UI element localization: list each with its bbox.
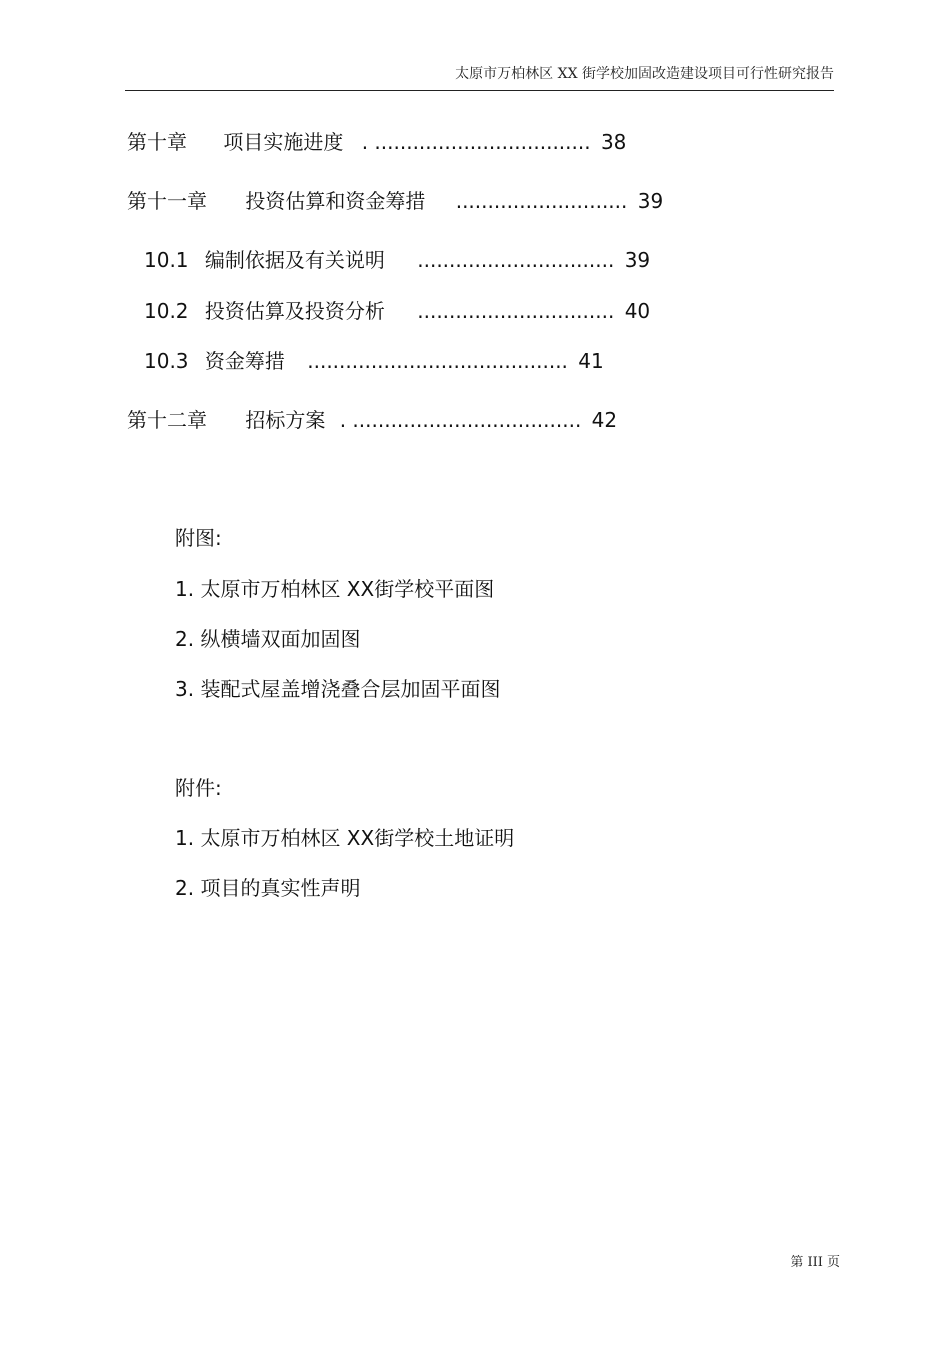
toc-page-number: 41 — [578, 349, 604, 373]
appendix-figure-item: 3. 装配式屋盖增浇叠合层加固平面图 — [175, 677, 501, 701]
toc-leader: ............................... — [417, 299, 615, 323]
toc-page-number: 39 — [624, 248, 651, 272]
toc-page-number: 39 — [637, 189, 664, 213]
toc-leader: ............................... — [417, 248, 615, 272]
toc-page-number: 42 — [591, 408, 618, 432]
running-header: 太原市万柏林区 XX 街学校加固改造建设项目可行性研究报告 — [455, 66, 834, 82]
toc-entry-title: 资金筹措 — [204, 349, 285, 373]
attachment-item: 1. 太原市万柏林区 XX街学校土地证明 — [175, 826, 515, 850]
attachments-heading: 附件: — [175, 776, 222, 800]
toc-page-number: 40 — [624, 299, 651, 323]
toc-entry-title: 投资估算及投资分析 — [204, 299, 385, 323]
toc-entry-title: 编制依据及有关说明 — [204, 248, 385, 272]
toc-chapter-label: 第十章 — [127, 130, 187, 154]
toc-section-number: 10.2 — [144, 299, 189, 323]
page-number-footer: 第 III 页 — [790, 1255, 840, 1270]
toc-entry[interactable] — [144, 247, 650, 273]
toc-entry-title: 招标方案 — [245, 408, 326, 432]
toc-leader: ........................... — [455, 189, 628, 213]
appendix-figure-item: 1. 太原市万柏林区 XX街学校平面图 — [175, 577, 495, 601]
toc-leader: . .................................... — [339, 408, 582, 432]
toc-entry[interactable] — [127, 188, 663, 214]
toc-page-number: 38 — [600, 130, 627, 154]
toc-leader: . .................................. — [361, 130, 591, 154]
toc-chapter-label: 第十一章 — [127, 189, 207, 213]
toc-entry-title: 投资估算和资金筹措 — [245, 189, 426, 213]
toc-leader: ......................................... — [307, 349, 568, 373]
toc-section-number: 10.1 — [144, 248, 189, 272]
toc-entry[interactable] — [144, 348, 604, 374]
appendix-figure-item: 2. 纵横墙双面加固图 — [175, 627, 361, 651]
attachment-item: 2. 项目的真实性声明 — [175, 876, 361, 900]
toc-entry[interactable] — [127, 407, 617, 433]
toc-section-number: 10.3 — [144, 349, 189, 373]
toc-entry[interactable] — [144, 298, 650, 324]
toc-entry-title: 项目实施进度 — [223, 130, 344, 154]
header-divider — [125, 90, 834, 91]
appendix-figures-heading: 附图: — [175, 526, 222, 550]
toc-entry[interactable] — [127, 129, 626, 155]
toc-chapter-label: 第十二章 — [127, 408, 207, 432]
